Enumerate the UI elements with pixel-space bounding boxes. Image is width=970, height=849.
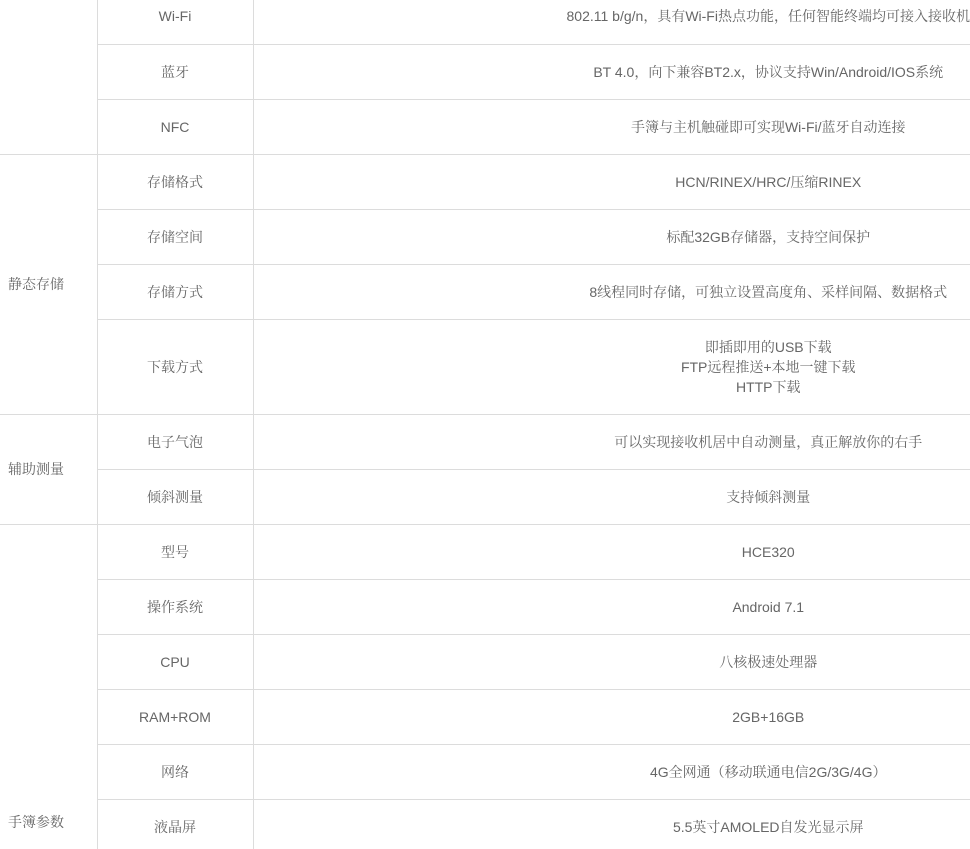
value-text: 可以实现接收机居中自动测量，真正解放你的右手 — [614, 433, 923, 450]
table-row — [0, 154, 970, 209]
param-label: CPU — [160, 653, 190, 670]
value-cell — [253, 319, 970, 414]
param-label: 存储方式 — [147, 283, 203, 300]
category-cell — [0, 154, 97, 414]
param-cell — [97, 209, 253, 264]
param-cell — [97, 264, 253, 319]
param-cell — [97, 154, 253, 209]
category-cell — [0, 524, 97, 849]
table-row — [0, 689, 970, 744]
category-cell — [0, 414, 97, 524]
table-row — [0, 319, 970, 414]
value-text: 手簿与主机触碰即可实现Wi-Fi/蓝牙自动连接 — [630, 118, 906, 135]
param-cell — [97, 634, 253, 689]
value-text: 标配32GB存储器，支持空间保护 — [666, 228, 871, 245]
param-cell — [97, 414, 253, 469]
param-cell — [97, 744, 253, 799]
table-row — [0, 99, 970, 154]
param-label: 操作系统 — [147, 598, 203, 615]
param-label: RAM+ROM — [139, 708, 211, 725]
param-label: 存储空间 — [147, 228, 203, 245]
table-row — [0, 264, 970, 319]
param-cell — [97, 99, 253, 154]
value-text: 八核极速处理器 — [719, 653, 818, 670]
value-cell — [253, 0, 970, 44]
value-text: 802.11 b/g/n，具有Wi-Fi热点功能，任何智能终端均可接入接收机 — [566, 8, 970, 25]
table-row — [0, 524, 970, 579]
category-cell — [0, 0, 97, 154]
category-label: 辅助测量 — [8, 461, 64, 477]
value-text: 4G全网通（移动联通电信2G/3G/4G） — [650, 763, 887, 780]
value-cell — [253, 469, 970, 524]
value-cell — [253, 44, 970, 99]
param-label: 型号 — [161, 543, 189, 560]
value-cell — [253, 634, 970, 689]
value-text: 支持倾斜测量 — [726, 488, 811, 505]
value-text-line: HTTP下载 — [735, 378, 801, 395]
value-text-line: 即插即用的USB下载 — [704, 338, 832, 355]
param-label: 蓝牙 — [161, 63, 189, 80]
value-text: 5.5英寸AMOLED自发光显示屏 — [672, 818, 864, 835]
value-cell — [253, 579, 970, 634]
param-cell — [97, 689, 253, 744]
table-row — [0, 44, 970, 99]
value-cell — [253, 744, 970, 799]
param-label: Wi-Fi — [158, 8, 192, 25]
table-row — [0, 414, 970, 469]
value-text: 8线程同时存储，可独立设置高度角、采样间隔、数据格式 — [589, 283, 948, 300]
value-cell — [253, 799, 970, 849]
table-row — [0, 744, 970, 799]
param-cell — [97, 319, 253, 414]
param-cell — [97, 579, 253, 634]
value-text: 2GB+16GB — [732, 708, 805, 725]
param-label: 倾斜测量 — [147, 488, 203, 505]
value-text-line: FTP远程推送+本地一键下载 — [680, 358, 856, 375]
table-row — [0, 579, 970, 634]
param-label: 网络 — [161, 763, 189, 780]
param-label: 电子气泡 — [147, 433, 203, 450]
value-text: HCE320 — [741, 543, 795, 560]
value-text: HCN/RINEX/HRC/压缩RINEX — [675, 173, 862, 190]
value-cell — [253, 524, 970, 579]
value-cell — [253, 689, 970, 744]
param-cell — [97, 524, 253, 579]
table-row — [0, 469, 970, 524]
param-label: NFC — [160, 118, 190, 135]
value-cell — [253, 264, 970, 319]
param-label: 下载方式 — [147, 358, 203, 375]
table-row — [0, 634, 970, 689]
param-label: 存储格式 — [147, 173, 203, 190]
table-row — [0, 209, 970, 264]
param-cell — [97, 44, 253, 99]
category-label: 静态存储 — [8, 276, 64, 292]
value-text: Android 7.1 — [732, 598, 805, 615]
value-cell — [253, 209, 970, 264]
table-row — [0, 799, 970, 849]
value-cell — [253, 414, 970, 469]
table-row — [0, 0, 970, 44]
value-cell — [253, 99, 970, 154]
category-label: 手簿参数 — [8, 813, 64, 830]
param-label: 液晶屏 — [154, 818, 196, 835]
param-cell — [97, 0, 253, 44]
value-text: BT 4.0，向下兼容BT2.x，协议支持Win/Android/IOS系统 — [593, 63, 944, 80]
value-cell — [253, 154, 970, 209]
param-cell — [97, 799, 253, 849]
param-cell — [97, 469, 253, 524]
